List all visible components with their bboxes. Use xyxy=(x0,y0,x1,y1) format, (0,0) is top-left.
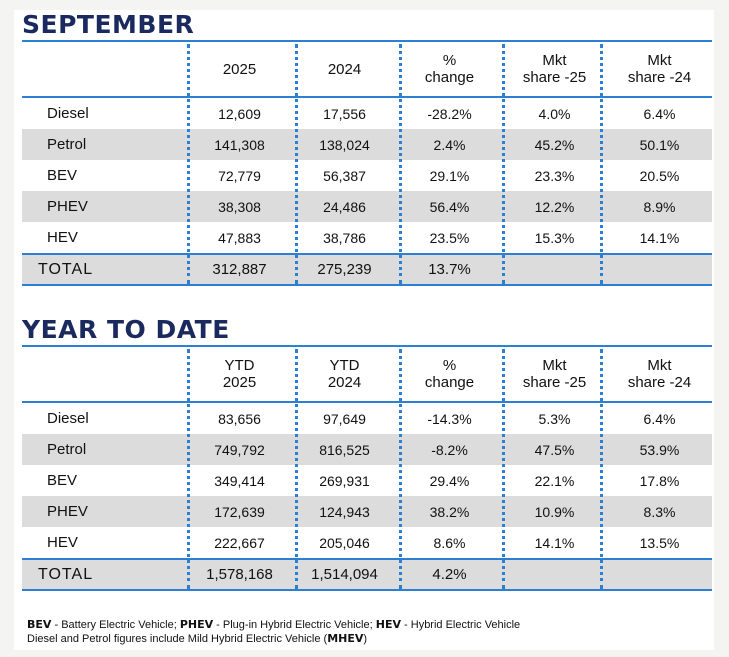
row-label: HEV xyxy=(47,534,78,551)
row-label: Petrol xyxy=(47,441,87,458)
table-cell: 13.5% xyxy=(639,534,680,551)
table-cell: -8.2% xyxy=(431,441,468,458)
column-divider xyxy=(600,44,603,284)
header-line: share -24 xyxy=(627,374,692,391)
header-line: change xyxy=(424,69,475,86)
table-row xyxy=(22,527,712,558)
header-cell xyxy=(22,42,187,96)
row-label: Diesel xyxy=(47,105,89,122)
total-cell: 13.7% xyxy=(428,261,471,278)
table-row xyxy=(22,465,712,496)
table-cell: 38,308 xyxy=(218,198,261,215)
header-line: Mkt xyxy=(647,357,672,374)
table-cell: 24,486 xyxy=(323,198,366,215)
footnote-hev-text: - Hybrid Electric Vehicle xyxy=(400,619,521,631)
table-cell: 749,792 xyxy=(214,441,265,458)
header-line: 2024 xyxy=(327,374,362,391)
table-cell: 23.5% xyxy=(429,229,470,246)
footnote-line-2 xyxy=(27,632,707,646)
total-cell: 1,578,168 xyxy=(206,566,273,583)
header-line: YTD xyxy=(224,357,255,374)
footnote-mhev-abbr: MHEV xyxy=(327,632,364,645)
table-cell: 172,639 xyxy=(214,503,265,520)
total-cell: 1,514,094 xyxy=(311,566,378,583)
table-cell: 97,649 xyxy=(323,410,366,427)
table-cell: 4.0% xyxy=(538,105,571,122)
header-cell xyxy=(292,347,397,401)
row-label: BEV xyxy=(47,472,78,489)
total-cell xyxy=(607,560,712,589)
row-label: Diesel xyxy=(47,410,89,427)
header-line: share -25 xyxy=(522,374,587,391)
table-bottom-rule xyxy=(22,589,712,591)
column-divider xyxy=(295,44,298,284)
header-line: YTD xyxy=(329,357,360,374)
table-cell: 10.9% xyxy=(534,503,575,520)
header-cell xyxy=(292,42,397,96)
header-line: % xyxy=(442,357,457,374)
footnote-bev-abbr: BEV xyxy=(27,618,52,631)
total-row xyxy=(22,560,712,589)
header-line: share -25 xyxy=(522,69,587,86)
table-row xyxy=(22,403,712,434)
table-cell: 8.9% xyxy=(643,198,676,215)
column-divider xyxy=(502,349,505,589)
table-cell: 816,525 xyxy=(319,441,370,458)
header-cell xyxy=(187,42,292,96)
table-cell: 12.2% xyxy=(534,198,575,215)
column-divider xyxy=(187,44,190,284)
table-cell: 56.4% xyxy=(429,198,470,215)
footnote-line2-end: ) xyxy=(363,633,368,645)
column-divider xyxy=(600,349,603,589)
footnote-bev-text: - Battery Electric Vehicle; xyxy=(51,619,180,631)
table-cell: 47.5% xyxy=(534,441,575,458)
total-cell xyxy=(607,255,712,284)
table-cell: 269,931 xyxy=(319,472,370,489)
table-row xyxy=(22,160,712,191)
total-cell: 275,239 xyxy=(317,261,372,278)
table-cell: 50.1% xyxy=(639,136,680,153)
column-divider xyxy=(399,349,402,589)
row-label: BEV xyxy=(47,167,78,184)
total-cell xyxy=(502,560,607,589)
header-cell xyxy=(607,42,712,96)
table-row xyxy=(22,222,712,253)
total-cell: 312,887 xyxy=(212,261,267,278)
total-cell xyxy=(502,255,607,284)
header-row xyxy=(22,347,712,401)
header-line: change xyxy=(424,374,475,391)
table-cell: 138,024 xyxy=(319,136,370,153)
table-cell: 205,046 xyxy=(319,534,370,551)
header-cell xyxy=(502,42,607,96)
table-cell: 141,308 xyxy=(214,136,265,153)
footnote-phev-abbr: PHEV xyxy=(179,618,214,631)
header-cell xyxy=(397,347,502,401)
table-cell: 53.9% xyxy=(639,441,680,458)
table-cell: 22.1% xyxy=(534,472,575,489)
header-line: 2024 xyxy=(327,60,362,78)
header-line: Mkt xyxy=(542,357,567,374)
table-cell: -14.3% xyxy=(427,410,472,427)
total-label: TOTAL xyxy=(38,565,94,583)
header-cell xyxy=(187,347,292,401)
table-cell: 17.8% xyxy=(639,472,680,489)
column-divider xyxy=(295,349,298,589)
table-cell: 38.2% xyxy=(429,503,470,520)
table-cell: 56,387 xyxy=(323,167,366,184)
column-divider xyxy=(502,44,505,284)
table-row xyxy=(22,496,712,527)
table-cell: 2.4% xyxy=(433,136,466,153)
table-cell: 14.1% xyxy=(534,534,575,551)
header-cell xyxy=(607,347,712,401)
table-cell: 349,414 xyxy=(214,472,265,489)
table-cell: 8.6% xyxy=(433,534,466,551)
table-cell: 6.4% xyxy=(643,105,676,122)
table-cell: 12,609 xyxy=(218,105,261,122)
table-row xyxy=(22,191,712,222)
table-bottom-rule xyxy=(22,284,712,286)
table-cell: 124,943 xyxy=(319,503,370,520)
header-line: % xyxy=(442,52,457,69)
table-cell: 6.4% xyxy=(643,410,676,427)
column-divider xyxy=(187,349,190,589)
row-label: Petrol xyxy=(47,136,87,153)
column-divider xyxy=(399,44,402,284)
footnote-hev-abbr: HEV xyxy=(375,618,401,631)
table-cell: 45.2% xyxy=(534,136,575,153)
header-cell xyxy=(22,347,187,401)
header-cell xyxy=(397,42,502,96)
ytd-title: YEAR TO DATE xyxy=(22,315,230,344)
table-cell: 23.3% xyxy=(534,167,575,184)
table-cell: -28.2% xyxy=(427,105,472,122)
header-line: 2025 xyxy=(222,60,257,78)
table-cell: 8.3% xyxy=(643,503,676,520)
table-cell: 222,667 xyxy=(214,534,265,551)
table-row xyxy=(22,434,712,465)
row-label: HEV xyxy=(47,229,78,246)
row-label: PHEV xyxy=(47,198,88,215)
header-line: share -24 xyxy=(627,69,692,86)
table-cell: 83,656 xyxy=(218,410,261,427)
footnote-phev-text: - Plug-in Hybrid Electric Vehicle; xyxy=(213,619,376,631)
table-row xyxy=(22,129,712,160)
header-line: Mkt xyxy=(542,52,567,69)
table-cell: 20.5% xyxy=(639,167,680,184)
table-cell: 38,786 xyxy=(323,229,366,246)
table-cell: 29.1% xyxy=(429,167,470,184)
header-line: Mkt xyxy=(647,52,672,69)
table-row xyxy=(22,98,712,129)
header-row xyxy=(22,42,712,96)
total-row xyxy=(22,255,712,284)
header-line: 2025 xyxy=(222,374,257,391)
september-title: SEPTEMBER xyxy=(22,10,195,39)
footnote-line2-text: Diesel and Petrol figures include Mild Hybrid Electric Vehicle ( xyxy=(27,633,328,645)
table-cell: 47,883 xyxy=(218,229,261,246)
footnote-line-1 xyxy=(27,618,707,632)
table-cell: 14.1% xyxy=(639,229,680,246)
total-label: TOTAL xyxy=(38,260,94,278)
table-cell: 17,556 xyxy=(323,105,366,122)
total-cell: 4.2% xyxy=(432,566,467,583)
row-label: PHEV xyxy=(47,503,88,520)
footnote xyxy=(27,618,707,646)
table-cell: 5.3% xyxy=(538,410,571,427)
table-cell: 72,779 xyxy=(218,167,261,184)
header-cell xyxy=(502,347,607,401)
table-cell: 29.4% xyxy=(429,472,470,489)
table-cell: 15.3% xyxy=(534,229,575,246)
